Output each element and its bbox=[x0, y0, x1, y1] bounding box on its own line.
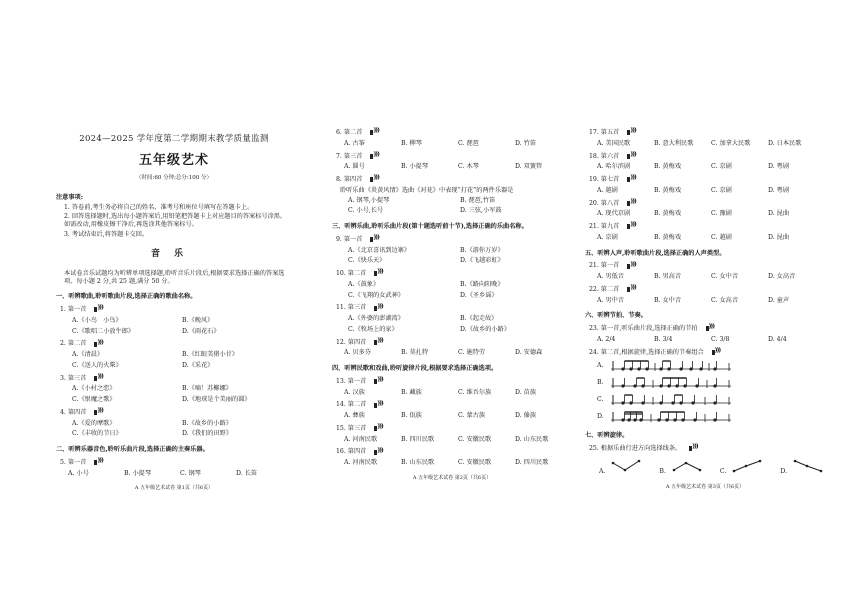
option: A. 钢琴,小提琴 bbox=[348, 196, 390, 204]
option: B.《路向阳晚》 bbox=[460, 280, 504, 288]
speaker-icon[interactable] bbox=[94, 306, 102, 313]
question-19 bbox=[585, 176, 825, 184]
option: C. 维吾尔族 bbox=[458, 388, 492, 396]
option: B. 小提琴 bbox=[401, 163, 429, 171]
question-number: 4. 第四首 bbox=[60, 408, 87, 416]
speaker-icon[interactable] bbox=[374, 402, 382, 409]
speaker-icon[interactable] bbox=[627, 223, 635, 230]
question-12 bbox=[332, 339, 572, 347]
page-column-2 bbox=[332, 124, 572, 481]
question-14 bbox=[332, 401, 572, 409]
options bbox=[72, 420, 292, 439]
speaker-icon[interactable] bbox=[94, 375, 102, 382]
question-number: 21. 第九首 bbox=[589, 223, 620, 230]
question-23 bbox=[585, 325, 825, 333]
question-number: 17. 第五首 bbox=[589, 129, 620, 136]
option: D. 粤剧 bbox=[768, 186, 790, 194]
option: C. 蒙古族 bbox=[458, 412, 486, 419]
option: B. 四川民歌 bbox=[401, 435, 435, 443]
options bbox=[72, 385, 292, 404]
rhythm-option-b bbox=[597, 376, 825, 390]
option: C. 越剧 bbox=[711, 233, 732, 241]
option: B. 琵琶,竹笛 bbox=[460, 196, 496, 204]
option: D. 苗族 bbox=[515, 388, 537, 396]
option-label: C. bbox=[597, 396, 604, 404]
speaker-icon[interactable] bbox=[627, 153, 635, 160]
option: D. 山东民歌 bbox=[515, 435, 549, 443]
option: C.《恨魔之歌》 bbox=[72, 396, 116, 403]
question-number: 23. 第一首,听乐曲片段,选择正确的节拍 bbox=[589, 325, 698, 332]
question-20b bbox=[585, 223, 825, 231]
speaker-icon[interactable] bbox=[712, 349, 720, 356]
question-number: 1. 第一首 bbox=[60, 306, 87, 313]
part6-header: 六、听辨节拍、节奏。 bbox=[585, 312, 647, 320]
page-footer: A 五年级艺术试卷 第3页（共6页） bbox=[665, 483, 745, 490]
speaker-icon[interactable] bbox=[374, 378, 382, 385]
option: B. 黄梅戏 bbox=[654, 233, 682, 241]
rhythm-option-a bbox=[597, 359, 825, 373]
options bbox=[597, 210, 825, 218]
option-label: D. bbox=[780, 467, 788, 475]
question-3 bbox=[56, 375, 292, 383]
question-number: 3. 第三首 bbox=[60, 374, 87, 382]
question-10 bbox=[332, 270, 572, 278]
option: A. 河南民歌 bbox=[344, 459, 378, 466]
options bbox=[344, 412, 572, 420]
option: A.《鼓象》 bbox=[348, 280, 380, 288]
option-label: B. bbox=[659, 467, 666, 475]
question-7 bbox=[332, 153, 572, 161]
melody-line-icon bbox=[793, 459, 823, 473]
speaker-icon[interactable] bbox=[627, 286, 635, 293]
option: D.《地球是个美丽的圆》 bbox=[182, 396, 251, 403]
question-13 bbox=[332, 378, 572, 386]
notes-header: 注意事项: bbox=[56, 193, 84, 201]
option: B. 女中音 bbox=[654, 296, 682, 304]
speaker-icon[interactable] bbox=[374, 305, 382, 312]
option: D.《飞越彩虹》 bbox=[460, 257, 504, 265]
question-number: 5. 第一首 bbox=[60, 458, 87, 466]
option: D. 傣族 bbox=[515, 412, 537, 419]
option-label: D. bbox=[597, 413, 604, 421]
option: B.《起走故》 bbox=[460, 315, 498, 322]
note-item: 2. 回答选择题时,选出每小题答案后,用铅笔把答题卡上对应题目的答案标号涂黑。如需改动,用橡皮擦干净后,再选涂其他答案标号。 bbox=[64, 213, 287, 228]
option: C.《牧场上的家》 bbox=[348, 325, 398, 333]
option: A.《小村之恋》 bbox=[72, 385, 116, 393]
melody-line-option-d bbox=[780, 459, 823, 476]
question-number: 7. 第三首 bbox=[336, 152, 363, 160]
option: D. 童声 bbox=[768, 296, 790, 304]
melody-line-option-a bbox=[599, 459, 641, 476]
speaker-icon[interactable] bbox=[374, 270, 382, 277]
options bbox=[597, 336, 825, 344]
question-21 bbox=[585, 262, 825, 270]
option: A. 哈尔滨剧 bbox=[597, 163, 631, 171]
speaker-icon[interactable] bbox=[94, 409, 102, 416]
question-5 bbox=[56, 459, 292, 467]
options bbox=[597, 234, 825, 242]
question-16 bbox=[332, 448, 572, 456]
question-number: 18. 第六首 bbox=[589, 152, 620, 160]
exam-title: 2024—2025 学年度第二学期期末教学质量监测 bbox=[79, 134, 269, 144]
question-number: 14. 第二首 bbox=[336, 401, 367, 409]
option: B.《晚风》 bbox=[182, 316, 214, 324]
question-number: 19. 第七首 bbox=[589, 176, 620, 183]
question-6 bbox=[332, 129, 572, 137]
options bbox=[348, 247, 572, 266]
option: B. 黄梅戏 bbox=[654, 186, 682, 194]
option: B. 男高音 bbox=[654, 273, 682, 280]
question-1 bbox=[56, 306, 292, 314]
option: A.《爱的摩歌》 bbox=[72, 419, 116, 427]
speaker-icon[interactable] bbox=[374, 425, 382, 432]
option-label: B. bbox=[597, 379, 604, 387]
question-25 bbox=[585, 445, 825, 453]
option: A. 京剧 bbox=[597, 233, 618, 241]
melody-line-icon bbox=[672, 459, 702, 473]
page-footer: A 五年级艺术试卷 第1页（共6页） bbox=[134, 485, 214, 492]
option: B. 藏族 bbox=[401, 388, 422, 396]
part3-header: 三、听辨乐曲,聆听乐曲片段(第十题选听前十节),选择正确的乐曲名称。 bbox=[332, 223, 528, 230]
speaker-icon[interactable] bbox=[374, 449, 382, 456]
speaker-icon[interactable] bbox=[689, 445, 697, 452]
speaker-icon[interactable] bbox=[374, 339, 382, 346]
question-22 bbox=[585, 286, 825, 294]
option: C.《飞翔的女武神》 bbox=[348, 291, 404, 299]
option: D. 4/4 bbox=[768, 335, 787, 343]
question-number: 25. 根据乐曲行进方向选择线条。 bbox=[589, 445, 682, 452]
option: A. 小号 bbox=[68, 469, 89, 477]
option: D. 粤剧 bbox=[768, 163, 790, 171]
speaker-icon[interactable] bbox=[370, 236, 378, 243]
question-text: 聆听乐曲《炎黄风情》选曲《对花》中表现“打花”的两件乐器是 bbox=[340, 186, 514, 194]
option: D. 三弦,小军鼓 bbox=[460, 207, 502, 215]
option: C. 加拿大民歌 bbox=[711, 139, 751, 147]
options bbox=[344, 140, 572, 148]
page-column-1 bbox=[56, 118, 292, 492]
melody-line-option-b bbox=[659, 459, 701, 476]
page-column-3 bbox=[585, 124, 825, 490]
music-intro: 本试卷音乐试题均为听辨单项选择题,聆听音乐片段后,根据要求选择正确的答案选项。每小题 2 分,共 25 题,满分 50 分。 bbox=[64, 269, 285, 285]
note-item: 3. 考试结束后,将答题卡交回。 bbox=[64, 230, 149, 238]
part7-header: 七、听辨旋律。 bbox=[585, 432, 629, 440]
option: B.《嘀！苏椰娜》 bbox=[182, 385, 232, 393]
option: B.《游你万岁》 bbox=[460, 246, 504, 254]
option: A.《外婆的澎湖湾》 bbox=[348, 315, 404, 322]
question-18 bbox=[585, 153, 825, 161]
melody-line-options bbox=[599, 459, 825, 476]
options bbox=[344, 436, 572, 444]
speaker-icon[interactable] bbox=[370, 153, 378, 160]
option: C. 京剧 bbox=[711, 163, 732, 171]
rhythm-staff-icon bbox=[611, 410, 731, 424]
options bbox=[68, 470, 292, 478]
option: A. 彝族 bbox=[344, 412, 365, 419]
question-9 bbox=[332, 236, 572, 244]
page-footer: A 五年级艺术试卷 第2页（共6页） bbox=[412, 474, 492, 481]
option-label: A. bbox=[597, 362, 604, 370]
option: D.《我们的田野》 bbox=[182, 430, 233, 438]
question-number: 16. 第四首 bbox=[336, 448, 367, 456]
option: A. 男中音 bbox=[597, 296, 624, 304]
option: B. 黄梅戏 bbox=[654, 163, 682, 171]
part5-header: 五、听辨人声,聆听歌曲片段,选择正确的人声类型。 bbox=[585, 249, 726, 257]
option: D.《故乡的小路》 bbox=[460, 325, 511, 333]
question-11 bbox=[332, 304, 572, 312]
question-number: 21. 第一首 bbox=[589, 262, 620, 270]
option: A. 男低音 bbox=[597, 273, 624, 280]
option: C.《歌唱二小放牛郎》 bbox=[72, 327, 135, 335]
options bbox=[597, 163, 825, 171]
option: A.《北京喜讯到边寨》 bbox=[348, 246, 411, 254]
option: C.《丰收的节日》 bbox=[72, 430, 122, 438]
option: C. 施特劳 bbox=[458, 349, 486, 357]
option: A. 古筝 bbox=[344, 139, 365, 147]
option: C. 小号,长号 bbox=[348, 207, 384, 215]
speaker-icon[interactable] bbox=[94, 459, 102, 466]
speaker-icon[interactable] bbox=[706, 325, 714, 332]
question-number: 8. 第四首 bbox=[336, 176, 363, 183]
melody-line-icon bbox=[732, 459, 762, 473]
rhythm-staff-icon bbox=[611, 393, 731, 407]
option: D. 长笛 bbox=[236, 469, 258, 477]
question-number: 9. 第一首 bbox=[336, 235, 363, 243]
option: D. 四川民歌 bbox=[515, 459, 549, 466]
section-music: 音乐 bbox=[150, 248, 197, 259]
options bbox=[348, 281, 572, 300]
option: C. 安徽民歌 bbox=[458, 435, 492, 443]
options bbox=[72, 317, 292, 336]
options bbox=[597, 297, 825, 305]
option: C. 女中音 bbox=[711, 273, 739, 280]
option: A. 2/4 bbox=[597, 335, 616, 343]
option: A.《小鸟 小鸟》 bbox=[72, 316, 122, 324]
option: B. 佤族 bbox=[401, 412, 422, 419]
option: C. 豫剧 bbox=[711, 210, 732, 218]
option: B. 山东民歌 bbox=[401, 459, 435, 466]
option-label: C. bbox=[719, 467, 727, 475]
option: A. 美国民歌 bbox=[597, 139, 631, 147]
question-number: 2. 第二首 bbox=[60, 340, 87, 348]
option: C. 女高音 bbox=[711, 296, 739, 304]
options bbox=[597, 273, 825, 281]
options bbox=[72, 351, 292, 370]
part1-header: 一、听辨歌曲,聆听歌曲片段,选择正确的歌曲名称。 bbox=[56, 293, 197, 301]
exam-subject: 五年级艺术 bbox=[138, 152, 209, 168]
option: B. 意大利民歌 bbox=[654, 139, 694, 147]
part2-header: 二、听辨乐器音色,聆听乐曲片段,选择正确的主奏乐器。 bbox=[56, 446, 209, 453]
question-17 bbox=[585, 129, 825, 137]
rhythm-staff-icon bbox=[611, 359, 731, 373]
speaker-icon[interactable] bbox=[627, 263, 635, 270]
speaker-icon[interactable] bbox=[94, 341, 102, 348]
option: D.《雨花石》 bbox=[182, 327, 220, 335]
option: C. 木琴 bbox=[458, 163, 479, 171]
option: C. 琵琶 bbox=[458, 139, 479, 147]
speaker-icon[interactable] bbox=[627, 129, 635, 136]
question-number: 24. 第二首,根据旋律,选择正确的节奏组合 bbox=[589, 348, 704, 356]
option: B.《红眼美猪小甘》 bbox=[182, 351, 239, 358]
options bbox=[348, 315, 572, 334]
option: B. 柳琴 bbox=[401, 139, 422, 147]
option: B. 黄梅戏 bbox=[654, 210, 682, 218]
question-2 bbox=[56, 340, 292, 348]
question-number: 10. 第二首 bbox=[336, 270, 367, 277]
options bbox=[597, 140, 825, 148]
option: D.《圣乡谣》 bbox=[460, 291, 498, 299]
speaker-icon[interactable] bbox=[370, 129, 378, 136]
option: C. 3/8 bbox=[711, 335, 730, 343]
options bbox=[344, 459, 572, 467]
question-4 bbox=[56, 409, 292, 417]
speaker-icon[interactable] bbox=[627, 200, 635, 207]
options bbox=[344, 349, 572, 357]
option: D. 竹笛 bbox=[515, 139, 537, 147]
option: A. 圆号 bbox=[344, 163, 365, 171]
option: B. 3/4 bbox=[654, 335, 673, 343]
option: C.《快乐天》 bbox=[348, 257, 386, 265]
option: A. 现代京剧 bbox=[597, 210, 631, 218]
option: B. 小提琴 bbox=[124, 469, 152, 477]
option: D. 安德森 bbox=[515, 349, 543, 357]
question-24 bbox=[585, 349, 825, 357]
option: D. 昆曲 bbox=[768, 233, 790, 241]
options bbox=[344, 389, 572, 397]
question-number: 13. 第一首 bbox=[336, 377, 367, 385]
question-number: 15. 第三首 bbox=[336, 424, 367, 432]
rhythm-option-c bbox=[597, 393, 825, 407]
rhythm-staff-icon bbox=[611, 376, 731, 390]
part4-header: 四、听辨民歌和戏曲,聆听旋律片段,根据要求选择正确选项。 bbox=[332, 365, 498, 372]
question-8 bbox=[332, 176, 572, 184]
option: A. 贝多芬 bbox=[344, 349, 371, 357]
note-item: 1. 答卷前,考生务必将自己的姓名、准考号和座位号填写在答题卡上。 bbox=[64, 203, 254, 211]
speaker-icon[interactable] bbox=[370, 176, 378, 183]
option: B.《故乡的小路》 bbox=[182, 419, 232, 427]
option: A. 河南民歌 bbox=[344, 435, 378, 443]
melody-line-option-c bbox=[720, 459, 762, 476]
option: D. 日本民歌 bbox=[768, 139, 802, 147]
option: D. 双簧管 bbox=[515, 163, 543, 171]
exam-time: （时间:60 分钟;总分:100 分） bbox=[135, 174, 213, 181]
option: D. 女高音 bbox=[768, 273, 796, 280]
question-20 bbox=[585, 200, 825, 208]
option: C. 钢琴 bbox=[180, 469, 201, 477]
speaker-icon[interactable] bbox=[627, 176, 635, 183]
question-number: 6. 第二首 bbox=[336, 129, 363, 136]
option: A. 越剧 bbox=[597, 186, 618, 194]
question-number: 12. 第四首 bbox=[336, 338, 367, 346]
melody-line-icon bbox=[611, 459, 641, 473]
question-15 bbox=[332, 425, 572, 433]
options bbox=[348, 197, 572, 216]
question-number: 11. 第三首 bbox=[336, 304, 367, 312]
option: C.《送人的火柴》 bbox=[72, 361, 122, 369]
question-number: 22. 第二首 bbox=[589, 285, 620, 293]
option-label: A. bbox=[599, 467, 606, 475]
option: C. 京剧 bbox=[711, 186, 732, 194]
options bbox=[344, 163, 572, 171]
option: B. 莫扎特 bbox=[401, 349, 429, 357]
option: D.《采花》 bbox=[182, 361, 214, 369]
option: A. 汉族 bbox=[344, 388, 365, 396]
option: D. 昆曲 bbox=[768, 210, 790, 218]
options bbox=[597, 187, 825, 195]
option: C. 安徽民歌 bbox=[458, 459, 492, 466]
question-number: 20. 第八首 bbox=[589, 199, 620, 207]
rhythm-option-d bbox=[597, 410, 825, 424]
option: A.《清晨》 bbox=[72, 351, 104, 358]
